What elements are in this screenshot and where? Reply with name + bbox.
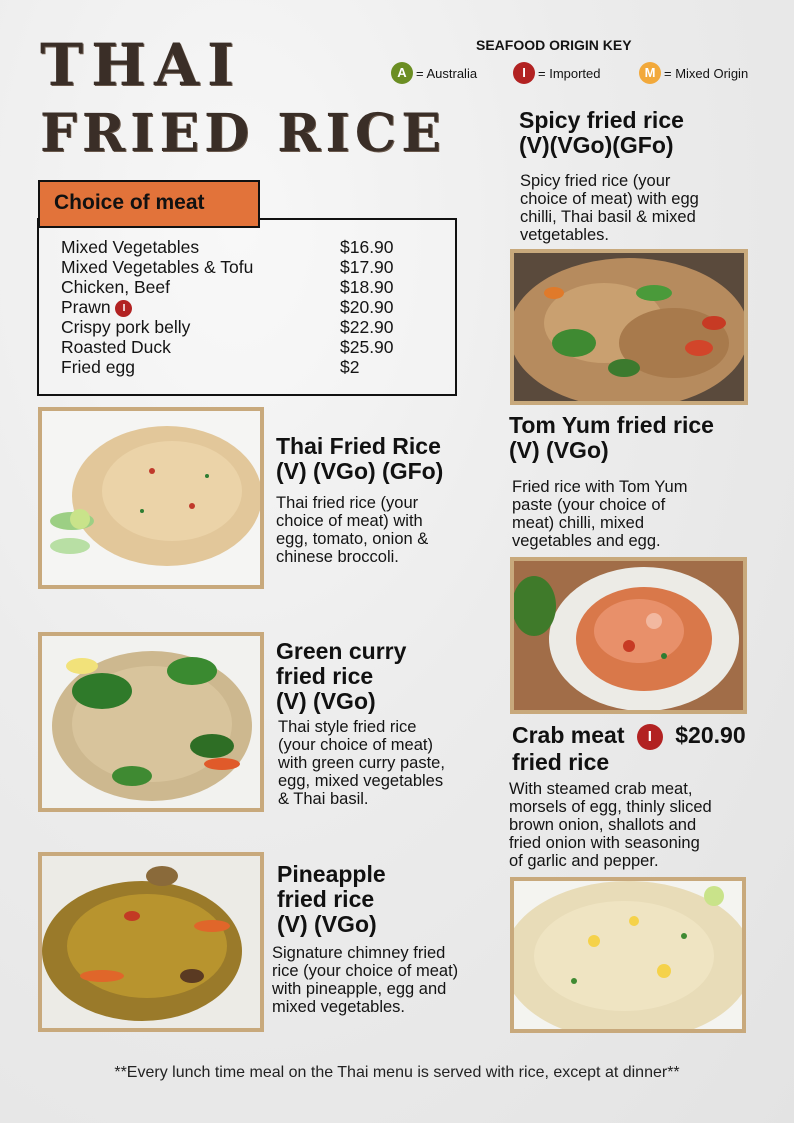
key-mixed — [639, 62, 748, 84]
desc-line: with green curry paste, — [278, 754, 445, 772]
tomyum-description — [512, 478, 687, 550]
spicy-photo — [510, 249, 748, 405]
crab-photo — [510, 877, 746, 1033]
desc-line: meat) chilli, mixed — [512, 514, 645, 532]
imported-badge-icon: I — [513, 62, 535, 84]
pineapple-title-line1: Pineapple — [277, 861, 386, 887]
menu-title-line2: FRIED RICE — [40, 103, 446, 164]
desc-line: vegetables and egg. — [512, 532, 661, 550]
desc-line: egg, tomato, onion & — [276, 530, 429, 548]
meat-name: Fried egg — [61, 357, 135, 377]
crab-price: $20.90 — [675, 722, 746, 748]
pineapple-photo — [38, 852, 264, 1032]
crab-title-line1 — [512, 723, 746, 750]
desc-line: of garlic and pepper. — [509, 852, 659, 870]
crab-rice-image — [514, 881, 742, 1029]
desc-line: & Thai basil. — [278, 790, 369, 808]
meat-name-text: Prawn — [61, 297, 111, 317]
spicy-title — [519, 108, 684, 158]
desc-line: chilli, Thai basil & mixed — [520, 208, 696, 226]
meat-name: Mixed Vegetables & Tofu — [61, 257, 254, 277]
desc-line: rice (your choice of meat) — [272, 962, 459, 980]
meat-name: Chicken, Beef — [61, 277, 170, 297]
meat-price: $2 — [340, 357, 360, 377]
greencurry-description — [278, 718, 445, 808]
greencurry-title-line3: (V) (VGo) — [276, 688, 376, 714]
thai-title-line2: (V) (VGo) (GFo) — [276, 458, 444, 484]
desc-line: choice of meat) with egg — [520, 190, 699, 208]
crab-description — [509, 780, 712, 870]
meat-price: $22.90 — [340, 317, 394, 337]
pineapple-rice-image — [42, 856, 260, 1028]
meat-price: $25.90 — [340, 337, 394, 357]
desc-line: paste (your choice of — [512, 496, 666, 514]
key-imported — [513, 62, 601, 84]
tomyum-rice-image — [514, 561, 743, 710]
desc-line: Spicy fried rice (your — [520, 172, 671, 190]
thai-description — [276, 494, 428, 566]
spicy-title-line1: Spicy fried rice — [519, 107, 684, 133]
meat-name — [61, 297, 132, 317]
desc-line: with pineapple, egg and — [272, 980, 447, 998]
desc-line: egg, mixed vegetables — [278, 772, 444, 790]
tomyum-photo — [510, 557, 747, 714]
thai-rice-image — [42, 411, 260, 585]
key-mixed-label: = Mixed Origin — [664, 65, 749, 81]
spicy-description — [520, 172, 699, 244]
mixed-badge-icon: M — [639, 62, 661, 84]
greencurry-photo — [38, 632, 264, 812]
thai-title-line1: Thai Fried Rice — [276, 433, 441, 459]
greencurry-title-line2: fried rice — [276, 663, 374, 689]
desc-line: morsels of egg, thinly sliced — [509, 798, 712, 816]
desc-line: Signature chimney fried — [272, 944, 446, 962]
spicy-title-line2: (V)(VGo)(GFo) — [519, 132, 674, 158]
meat-price: $16.90 — [340, 237, 394, 257]
crab-title-line2: fried rice — [512, 748, 610, 775]
meat-header: Choice of meat — [38, 180, 260, 228]
crab-title — [512, 723, 746, 775]
key-imported-label: = Imported — [538, 65, 601, 81]
pineapple-title — [277, 862, 386, 937]
thai-title — [276, 434, 443, 484]
desc-line: chinese broccoli. — [276, 548, 399, 566]
greencurry-title — [276, 639, 406, 714]
desc-line: brown onion, shallots and — [509, 816, 697, 834]
desc-line: (your choice of meat) — [278, 736, 433, 754]
desc-line: fried onion with seasoning — [509, 834, 700, 852]
greencurry-title-line1: Green curry — [276, 638, 407, 664]
imported-badge-icon: I — [115, 300, 132, 317]
desc-line: choice of meat) with — [276, 512, 423, 530]
tomyum-title-line2: (V) (VGo) — [509, 437, 609, 463]
desc-line: mixed vegetables. — [272, 998, 405, 1016]
desc-line: Thai style fried rice — [278, 718, 417, 736]
australia-badge-icon: A — [391, 62, 413, 84]
desc-line: vetgetables. — [520, 226, 609, 244]
meat-name: Crispy pork belly — [61, 317, 191, 337]
imported-badge-icon: I — [637, 724, 663, 750]
meat-name: Mixed Vegetables — [61, 237, 200, 257]
spicy-rice-image — [514, 253, 744, 401]
meat-price: $17.90 — [340, 257, 394, 277]
pineapple-description — [272, 944, 458, 1016]
thai-photo — [38, 407, 264, 589]
pineapple-title-line2: fried rice — [277, 886, 375, 912]
seafood-key-title: SEAFOOD ORIGIN KEY — [476, 37, 632, 53]
meat-price: $20.90 — [340, 297, 394, 317]
crab-title-text: Crab meat — [512, 722, 625, 748]
tomyum-title-line1: Tom Yum fried rice — [509, 412, 714, 438]
greencurry-rice-image — [42, 636, 260, 808]
key-australia — [391, 62, 477, 84]
tomyum-title — [509, 413, 714, 463]
key-australia-label: = Australia — [416, 65, 478, 81]
menu-title-line1: THAI — [40, 31, 243, 99]
meat-name: Roasted Duck — [61, 337, 171, 357]
desc-line: Thai fried rice (your — [276, 494, 419, 512]
pineapple-title-line3: (V) (VGo) — [277, 911, 377, 937]
footer-note: **Every lunch time meal on the Thai menu is served with rice, except at dinner** — [114, 1064, 680, 1081]
desc-line: With steamed crab meat, — [509, 780, 693, 798]
desc-line: Fried rice with Tom Yum — [512, 478, 688, 496]
meat-price: $18.90 — [340, 277, 394, 297]
